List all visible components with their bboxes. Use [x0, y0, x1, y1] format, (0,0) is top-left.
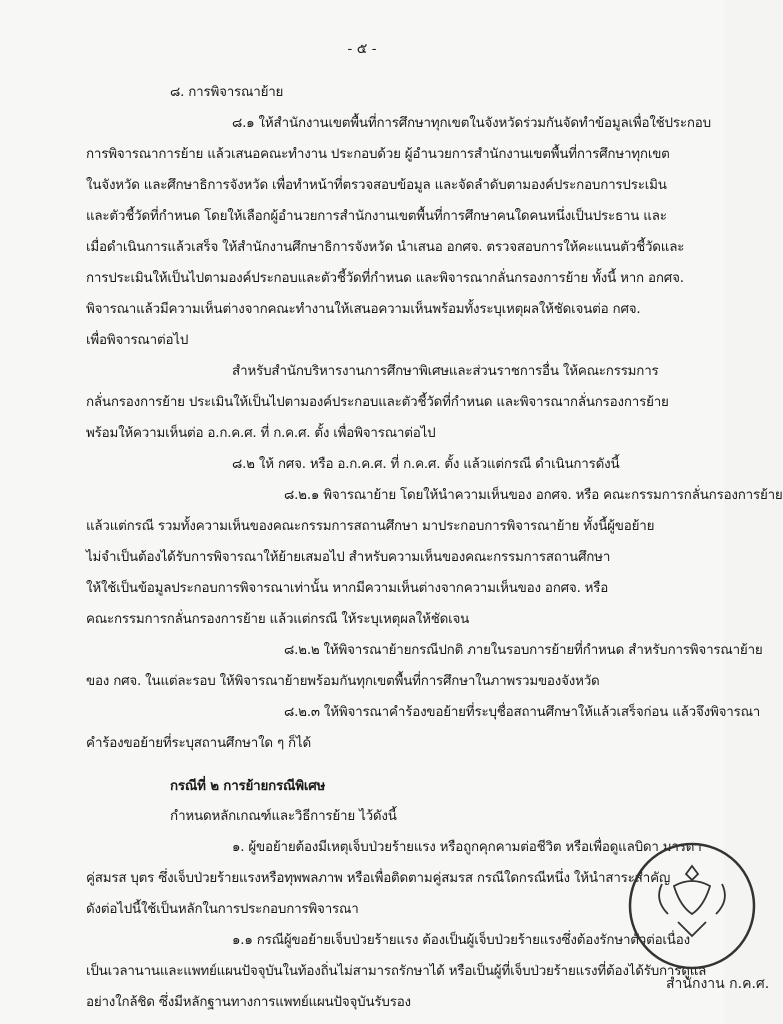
text-line: ๘.๒.๓ ให้พิจารณาคำร้องขอย้ายที่ระบุชื่อสถานศึกษาให้แล้วเสร็จก่อน แล้วจึงพิจารณา — [284, 705, 761, 720]
text-line: ๘.๑ ให้สำนักงานเขตพื้นที่การศึกษาทุกเขตในจังหวัดร่วมกันจัดทำข้อมูลเพื่อใช้ประกอบ — [232, 116, 711, 131]
text-line: และตัวชี้วัดที่กำหนด โดยให้เลือกผู้อำนวยการสำนักงานเขตพื้นที่การศึกษาคนใดคนหนึ่งเป็นประธาน และ — [86, 209, 667, 224]
text-line: พร้อมให้ความเห็นต่อ อ.ก.ค.ศ. ที่ ก.ค.ศ. ตั้ง เพื่อพิจารณาต่อไป — [86, 426, 436, 441]
text-line: สำหรับสำนักบริหารงานการศึกษาพิเศษและส่วนราชการอื่น ให้คณะกรรมการ — [232, 364, 659, 379]
text-line: ๘.๒.๑ พิจารณาย้าย โดยให้นำความเห็นของ อกศจ. หรือ คณะกรรมการกลั่นกรองการย้าย — [284, 488, 783, 503]
text-line: ๑. ผู้ขอย้ายต้องมีเหตุเจ็บป่วยร้ายแรง หรือถูกคุกคามต่อชีวิต หรือเพื่อดูแลบิดา มารดา — [232, 840, 702, 855]
text-line: การพิจารณาการย้าย แล้วเสนอคณะทำงาน ประกอบด้วย ผู้อำนวยการสำนักงานเขตพื้นที่การศึกษาทุกเขต — [86, 147, 670, 162]
text-line: เมื่อดำเนินการแล้วเสร็จ ให้สำนักงานศึกษาธิการจังหวัด นำเสนอ อกศจ. ตรวจสอบการให้คะแนนตัวชี้วัดและ — [86, 240, 685, 255]
text-line: คำร้องขอย้ายที่ระบุสถานศึกษาใด ๆ ก็ได้ — [86, 736, 311, 751]
text-line: เป็นเวลานานและแพทย์แผนปัจจุบันในท้องถิ่นไม่สามารถรักษาได้ หรือเป็นผู้ที่เจ็บป่วยร้ายแรงที่ต้องได้รับการดูแล — [86, 964, 707, 979]
text-line: ในจังหวัด และศึกษาธิการจังหวัด เพื่อทำหน้าที่ตรวจสอบข้อมูล และจัดลำดับตามองค์ประกอบการประเมิน — [86, 178, 667, 193]
text-line: ๑.๑ กรณีผู้ขอย้ายเจ็บป่วยร้ายแรง ต้องเป็นผู้เจ็บป่วยร้ายแรงซึ่งต้องรักษาตัวต่อเนื่อง — [232, 933, 690, 948]
text-line: ของ กศจ. ในแต่ละรอบ ให้พิจารณาย้ายพร้อมกันทุกเขตพื้นที่การศึกษาในภาพรวมของจังหวัด — [86, 674, 600, 689]
page-number: - ๕ - — [347, 41, 377, 57]
text-line: กำหนดหลักเกณฑ์และวิธีการย้าย ไว้ดังนี้ — [170, 809, 397, 824]
garuda-seal-stamp — [622, 836, 770, 996]
text-line: ๘. การพิจารณาย้าย — [170, 85, 284, 100]
text-line: ๘.๒.๒ ให้พิจารณาย้ายกรณีปกติ ภายในรอบการย้ายที่กำหนด สำหรับการพิจารณาย้าย — [284, 643, 763, 658]
text-line: ให้ใช้เป็นข้อมูลประกอบการพิจารณาเท่านั้น หากมีความเห็นต่างจากความเห็นของ อกศจ. หรือ — [86, 581, 609, 596]
text-line: แล้วแต่กรณี รวมทั้งความเห็นของคณะกรรมการสถานศึกษา มาประกอบการพิจารณาย้าย ทั้งนี้ผู้ขอย้าย — [86, 519, 655, 534]
text-line: อย่างใกล้ชิด ซึ่งมีหลักฐานทางการแพทย์แผนปัจจุบันรับรอง — [86, 995, 411, 1010]
text-line: คณะกรรมการกลั่นกรองการย้าย แล้วแต่กรณี ให้ระบุเหตุผลให้ชัดเจน — [86, 612, 470, 627]
text-line: ดังต่อไปนี้ใช้เป็นหลักในการประกอบการพิจารณา — [86, 902, 359, 917]
text-line: ๘.๒ ให้ กศจ. หรือ อ.ก.ค.ศ. ที่ ก.ค.ศ. ตั้ง แล้วแต่กรณี ดำเนินการดังนี้ — [232, 457, 620, 472]
text-line: กรณีที่ ๒ การย้ายกรณีพิเศษ — [170, 778, 326, 794]
text-line: เพื่อพิจารณาต่อไป — [86, 333, 189, 348]
text-line: ไม่จำเป็นต้องได้รับการพิจารณาให้ย้ายเสมอไป สำหรับความเห็นของคณะกรรมการสถานศึกษา — [86, 550, 611, 565]
text-line: กลั่นกรองการย้าย ประเมินให้เป็นไปตามองค์ประกอบและตัวชี้วัดที่กำหนด และพิจารณากลั่นกรองการย้าย — [86, 395, 669, 410]
text-line: คู่สมรส บุตร ซึ่งเจ็บป่วยร้ายแรงหรือทุพพลภาพ หรือเพื่อติดตามคู่สมรส กรณีใดกรณีหนึ่ง ให้นำสาระสำคัญ — [86, 871, 671, 886]
text-line: พิจารณาแล้วมีความเห็นต่างจากคณะทำงานให้เสนอความเห็นพร้อมทั้งระบุเหตุผลให้ชัดเจนต่อ กศจ. — [86, 302, 641, 317]
stamp-label: สำนักงาน ก.ค.ศ. — [666, 976, 770, 992]
text-line: การประเมินให้เป็นไปตามองค์ประกอบและตัวชี้วัดที่กำหนด และพิจารณากลั่นกรองการย้าย ทั้งนี้ หาก อกศจ. — [86, 271, 684, 286]
